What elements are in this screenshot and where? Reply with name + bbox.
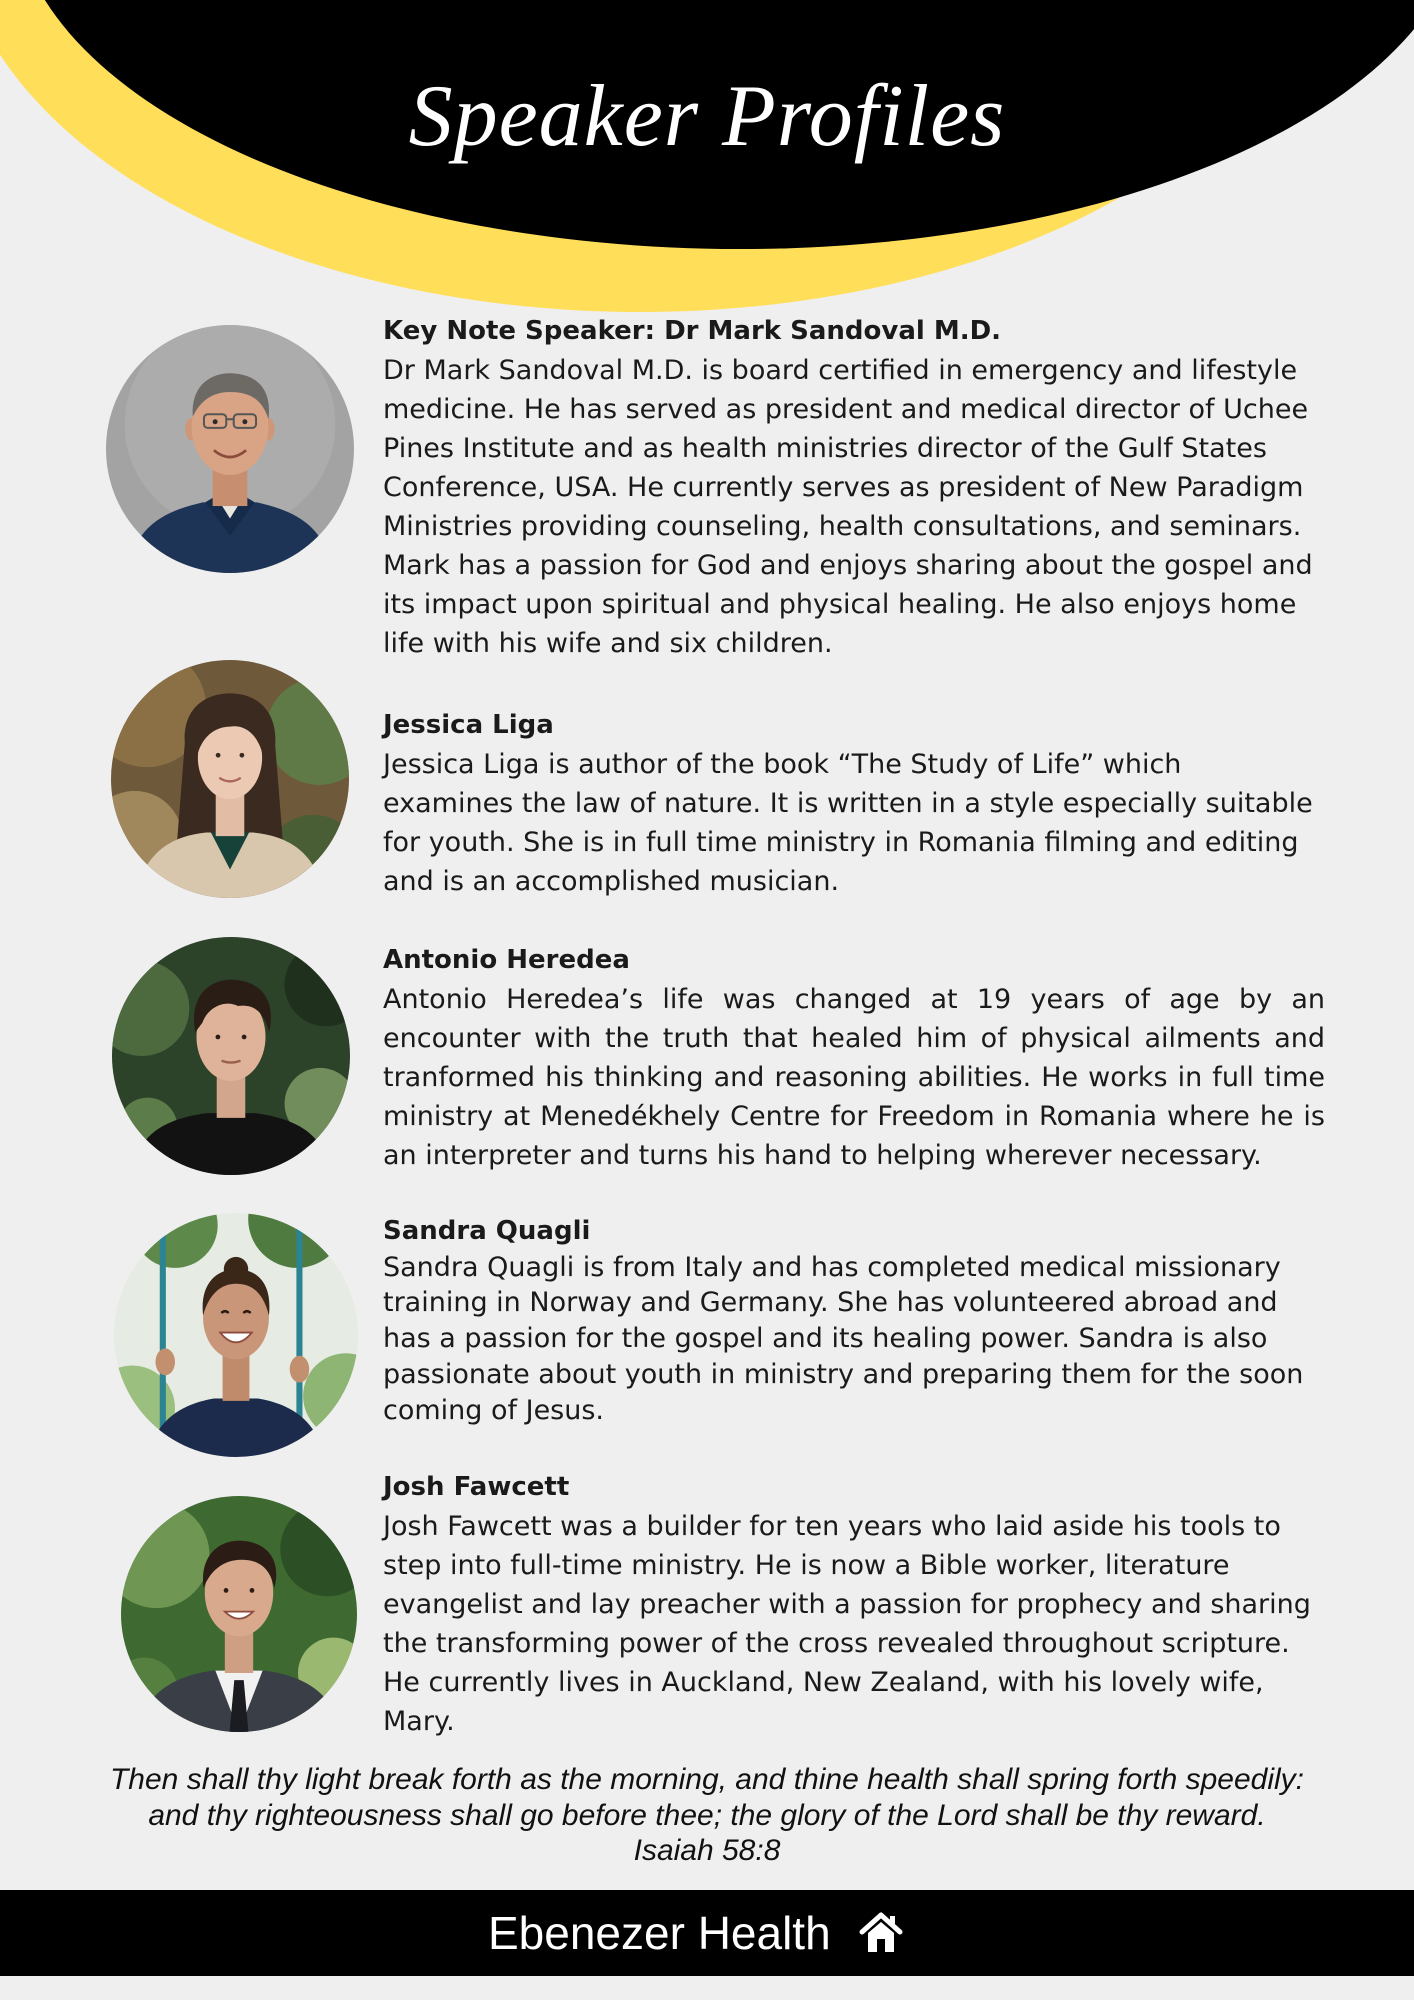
speaker-profile-jessica-liga [383, 706, 1333, 901]
quote-reference: Isaiah 58:8 [633, 1834, 781, 1868]
speaker-bio-line: an interpreter and turns his hand to helping wherever necessary. [383, 1140, 1262, 1171]
speaker-bio-line: tranformed his thinking and reasoning abilities. He works in full time [383, 1062, 1325, 1093]
footer-brand-name: Ebenezer Health [488, 1907, 831, 1959]
speaker-bio-line: training in Norway and Germany. She has volunteered abroad and [383, 1287, 1278, 1319]
speaker-profile-mark-sandoval [383, 312, 1333, 663]
speaker-name: Jessica Liga [383, 710, 554, 740]
speaker-bio-line: passionate about youth in ministry and preparing them for the soon [383, 1358, 1304, 1390]
speaker-bio-line: Dr Mark Sandoval M.D. is board certified in emergency and lifestyle [383, 355, 1298, 386]
speaker-bio-line: evangelist and lay preacher with a passion for prophecy and sharing [383, 1589, 1311, 1620]
speaker-bio-line: ministry at Menedékhely Centre for Freedom in Romania where he is [383, 1101, 1325, 1132]
speaker-name: Key Note Speaker: Dr Mark Sandoval M.D. [383, 316, 1002, 346]
speaker-bio-line: life with his wife and six children. [383, 628, 833, 659]
speaker-bio-line: for youth. She is in full time ministry in Romania filming and editing [383, 827, 1299, 858]
speaker-bio-line: Jessica Liga is author of the book “The Study of Life” which [383, 749, 1182, 780]
speaker-bio-line: coming of Jesus. [383, 1394, 605, 1426]
footer-bar [0, 1890, 1414, 1976]
speaker-bio-line: He currently lives in Auckland, New Zealand, with his lovely wife, [383, 1667, 1264, 1698]
speaker-profile-sandra-quagli [383, 1214, 1333, 1428]
speaker-name: Sandra Quagli [383, 1216, 591, 1246]
speaker-bio-line: Ministries providing counseling, health consultations, and seminars. [383, 511, 1302, 542]
speaker-bio-line: Mary. [383, 1706, 455, 1737]
speaker-photo-jessica-liga [111, 660, 349, 898]
scripture-quote [0, 1762, 1414, 1869]
speaker-bio-line: the transforming power of the cross revealed throughout scripture. [383, 1628, 1290, 1659]
speaker-bio-line: Conference, USA. He currently serves as president of New Paradigm [383, 472, 1304, 503]
speaker-bio-line: Mark has a passion for God and enjoys sharing about the gospel and [383, 550, 1313, 581]
speaker-bio-line: Antonio Heredea’s life was changed at 19 years of age by an [383, 984, 1325, 1015]
page-title: Speaker Profiles [408, 68, 1006, 165]
speaker-profile-josh-fawcett [383, 1468, 1333, 1741]
speaker-bio-line: examines the law of nature. It is written in a style especially suitable [383, 788, 1313, 819]
speaker-bio-line: Josh Fawcett was a builder for ten years who laid aside his tools to [383, 1511, 1281, 1542]
speaker-photo-sandra-quagli [114, 1213, 358, 1457]
speaker-photo-antonio-heredea [112, 937, 350, 1175]
speaker-bio-line: step into full-time ministry. He is now a Bible worker, literature [383, 1550, 1230, 1581]
speaker-bio-line: Pines Institute and as health ministries director of the Gulf States [383, 433, 1267, 464]
speaker-name: Josh Fawcett [383, 1472, 570, 1502]
speaker-name: Antonio Heredea [383, 945, 630, 975]
speaker-bio-line: Sandra Quagli is from Italy and has completed medical missionary [383, 1251, 1281, 1283]
speaker-bio-line: medicine. He has served as president and medical director of Uchee [383, 394, 1309, 425]
home-icon [857, 1909, 905, 1957]
quote-line: Then shall thy light break forth as the morning, and thine health shall spring forth speedily: [109, 1763, 1305, 1796]
speaker-profile-antonio-heredea [383, 941, 1325, 1175]
speaker-bio-line: and is an accomplished musician. [383, 866, 840, 897]
speaker-photo-mark-sandoval [106, 325, 354, 573]
speaker-bio-line: has a passion for the gospel and its healing power. Sandra is also [383, 1323, 1268, 1355]
speaker-photo-josh-fawcett [121, 1496, 357, 1732]
footer-brand [488, 1890, 905, 1976]
speaker-bio-line: its impact upon spiritual and physical healing. He also enjoys home [383, 589, 1297, 620]
quote-line: and thy righteousness shall go before thee; the glory of the Lord shall be thy reward. [148, 1798, 1266, 1832]
speaker-bio-line: encounter with the truth that healed him of physical ailments and [383, 1023, 1325, 1054]
